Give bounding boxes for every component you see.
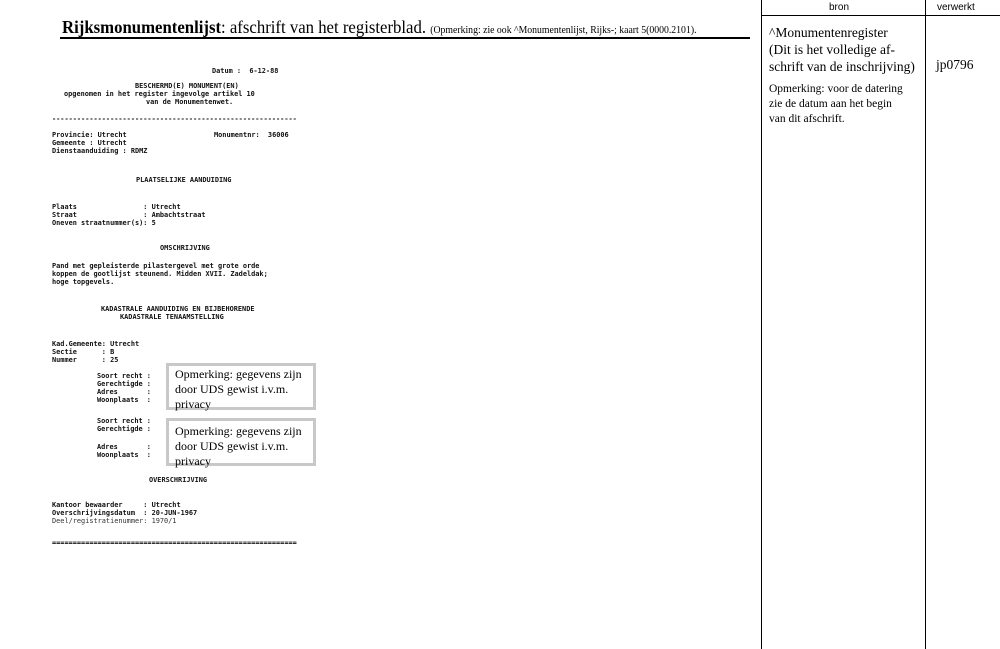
privacy-note-line: Opmerking: gegevens zijn: [175, 424, 302, 438]
bron-line: (Dit is het volledige af-: [769, 42, 895, 57]
monumentnr: Monumentnr: 36006: [214, 131, 289, 139]
title-note: (Opmerking: zie ook ^Monumentenlijst, Rijks-; kaart 5(0000.2101).: [430, 25, 697, 36]
field-label: Woonplaats :: [97, 451, 151, 459]
equals-rule: ===========================================================: [52, 539, 297, 547]
privacy-note-line: door UDS gewist i.v.m.: [175, 439, 289, 453]
gemeente: Gemeente : Utrecht: [52, 139, 127, 147]
field-label: Soort recht :: [97, 417, 151, 425]
bron-line: ^Monumentenregister: [769, 25, 888, 40]
sectie: Sectie : B: [52, 348, 115, 356]
straat: Straat : Ambachtstraat: [52, 211, 206, 219]
omschrijving-line: hoge topgevels.: [52, 278, 115, 286]
verwerkt-code: jp0796: [936, 57, 974, 72]
bron-text: [769, 24, 915, 75]
page-title: [62, 17, 697, 38]
plaats: Plaats : Utrecht: [52, 203, 181, 211]
datum: Datum : 6-12-88: [212, 67, 279, 75]
header-rule: [761, 15, 1000, 16]
field-label: Adres :: [97, 443, 151, 451]
field-label: Adres :: [97, 388, 151, 396]
dashes-rule: -----------------------------------------------------------: [52, 115, 297, 123]
section-heading: PLAATSELIJKE AANDUIDING: [136, 176, 232, 184]
bron-note-line: Opmerking: voor de datering: [769, 83, 903, 95]
bron-note-line: zie de datum aan het begin: [769, 98, 892, 110]
oneven-straatnummer: Oneven straatnummer(s): 5: [52, 219, 156, 227]
section-heading: KADASTRALE AANDUIDING EN BIJBEHORENDE: [101, 305, 255, 313]
column-divider: [761, 0, 762, 649]
dienstaanduiding: Dienstaanduiding : RDMZ: [52, 147, 148, 155]
title-underline: [60, 37, 750, 39]
section-heading: OMSCHRIJVING: [160, 244, 210, 252]
provincie: Provincie: Utrecht: [52, 131, 127, 139]
title-rest: : afschrift van het registerblad.: [221, 17, 427, 37]
privacy-note-line: door UDS gewist i.v.m.: [175, 382, 289, 396]
column-header-bron: bron: [829, 2, 850, 13]
column-header-verwerkt: verwerkt: [937, 2, 975, 13]
overschrijvingsdatum: Overschrijvingsdatum : 20-JUN-1967: [52, 509, 198, 517]
privacy-note-line: privacy: [175, 454, 211, 468]
kantoor-bewaarder: Kantoor bewaarder : Utrecht: [52, 501, 181, 509]
nummer: Nummer : 25: [52, 356, 119, 364]
privacy-note-line: Opmerking: gegevens zijn: [175, 367, 302, 381]
column-divider: [925, 0, 926, 649]
bron-line: schrift van de inschrijving): [769, 59, 915, 74]
bron-note: [769, 82, 903, 127]
heading-line: opgenomen in het register ingevolge artikel 10: [64, 90, 255, 98]
omschrijving-line: Pand met gepleisterde pilastergevel met grote orde: [52, 262, 260, 270]
field-label: Soort recht :: [97, 372, 151, 380]
field-label: Gerechtigde :: [97, 380, 151, 388]
section-heading: OVERSCHRIJVING: [149, 476, 208, 484]
heading-line: BESCHERMD(E) MONUMENT(EN): [135, 82, 239, 90]
kad-gemeente: Kad.Gemeente: Utrecht: [52, 340, 140, 348]
heading-line: van de Monumentenwet.: [146, 98, 234, 106]
field-label: Woonplaats :: [97, 396, 151, 404]
deel-registratienummer: Deel/registratienummer: 1970/1: [52, 517, 177, 525]
bron-note-line: van dit afschrift.: [769, 113, 845, 125]
field-label: Gerechtigde :: [97, 425, 151, 433]
omschrijving-line: koppen de gootlijst steunend. Midden XVII. Zadeldak;: [52, 270, 268, 278]
section-heading: KADASTRALE TENAAMSTELLING: [120, 313, 224, 321]
privacy-redaction-box: [166, 363, 316, 410]
title-bold: Rijksmonumentenlijst: [62, 17, 222, 37]
privacy-note-line: privacy: [175, 397, 211, 411]
privacy-redaction-box: [166, 418, 316, 466]
